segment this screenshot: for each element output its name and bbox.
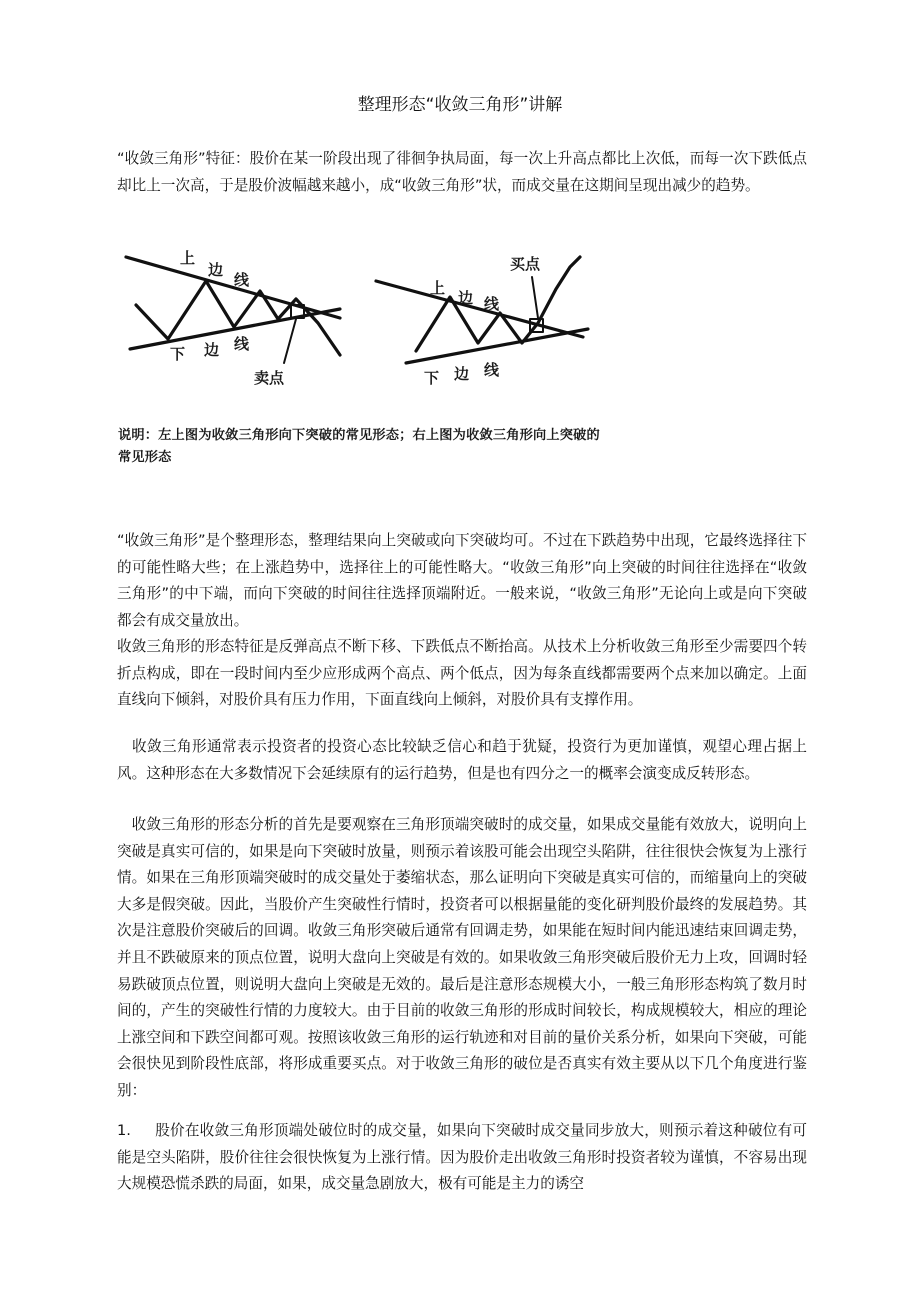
paragraph-1: “收敛三角形”是个整理形态，整理结果向上突破或向下突破均可。不过在下跌趋势中出现，它最终选择往下的可能性略大些；在上涨趋势中，选择往上的可能性略大。“收敛三角形”向上突破的时间往往选择在“收敛三角形”的中下端，而向下突破的时间往往选择顶端附近。一般来说，“收敛三角形”无论向上或是向下突破都会有成交量放出。: [117, 532, 807, 629]
left-lower-label-1: 下: [170, 345, 186, 363]
list-item-text: 股价在收敛三角形顶端处破位时的成交量，如果向下突破时成交量同步放大，则预示着这种破位有可能是空头陷阱，股价往往会很快恢复为上涨行情。因为股价走出收敛三角形时投资者较为谨慎，不容易出现大规模恐慌杀跌的局面，如果，成交量急剧放大，极有可能是主力的诱空: [117, 1122, 807, 1193]
figure-caption: 说明：左上图为收敛三角形向下突破的常见形态；右上图为收敛三角形向上突破的常见形态: [118, 428, 600, 465]
right-upper-label-3: 线: [484, 295, 500, 313]
right-upper-label-2: 边: [458, 289, 474, 307]
paragraph-2: 收敛三角形的形态特征是反弹高点不断下移、下跌低点不断抬高。从技术上分析收敛三角形至少需要四个转折点构成，即在一段时间内至少应形成两个高点、两个低点，因为每条直线都需要两个点来加以确定。上面直线向下倾斜，对股价具有压力作用，下面直线向上倾斜，对股价具有支撑作用。: [117, 638, 807, 709]
left-upper-label-2: 边: [208, 261, 224, 279]
list-item-1: [117, 1118, 807, 1198]
paragraph-4: 收敛三角形的形态分析的首先是要观察在三角形顶端突破时的成交量，如果成交量能有效放大，说明向上突破是真实可信的，如果是向下突破时放量，则预示着该股可能会出现空头陷阱，往往很快会恢复为上涨行情。如果在三角形顶端突破时的成交量处于萎缩状态，那么证明向下突破是真实可信的，而缩量向上的突破大多是假突破。因此，当股价产生突破性行情时，投资者可以根据量能的变化研判股价最终的发展趋势。其次是注意股价突破后的回调。收敛三角形突破后通常有回调走势，如果能在短时间内能迅速结束回调走势，并且不跌破原来的顶点位置，说明大盘向上突破是有效的。如果收敛三角形突破后股价无力上攻，回调时轻易跌破顶点位置，则说明大盘向上突破是无效的。最后是注意形态规模大小，一般三角形形态构筑了数月时间的，产生的突破性行情的力度较大。由于目前的收敛三角形的形成时间较长，构成规模较大，相应的理论上涨空间和下跌空间都可观。按照该收敛三角形的运行轨迹和对目前的量价关系分析，如果向下突破，可能会很快见到阶段性底部，将形成重要买点。对于收敛三角形的破位是否真实有效主要从以下几个角度进行鉴别：: [117, 816, 807, 1099]
left-sell-pointer: [284, 319, 296, 363]
left-lower-label-2: 边: [204, 341, 220, 359]
right-buy-pointer: [532, 277, 538, 318]
paragraph-3: 收敛三角形通常表示投资者的投资心态比较缺乏信心和趋于犹疑，投资行为更加谨慎，观望心理占据上风。这种形态在大多数情况下会延续原有的运行趋势，但是也有四分之一的概率会演变成反转形态。: [117, 738, 807, 782]
page-title: 整理形态“收敛三角形”讲解: [357, 95, 563, 115]
left-upper-label-3: 线: [234, 271, 250, 289]
right-lower-label-2: 边: [454, 365, 470, 383]
list-item-number: 1.: [117, 1122, 131, 1139]
left-lower-label-3: 线: [234, 335, 250, 353]
sell-point-label: 卖点: [254, 369, 285, 387]
intro-paragraph: “收敛三角形”特征：股价在某一阶段出现了徘徊争执局面，每一次上升高点都比上次低，而每一次下跌低点却比上一次高，于是股价波幅越来越小，成“收敛三角形”状，而成交量在这期间呈现出减少的趋势。: [117, 150, 807, 194]
left-upper-line: [126, 257, 340, 318]
right-upper-label-1: 上: [430, 279, 446, 297]
buy-point-label: 买点: [510, 255, 541, 273]
right-lower-line: [406, 329, 588, 363]
right-upper-line: [376, 281, 583, 337]
right-lower-label-1: 下: [424, 369, 440, 387]
right-lower-label-3: 线: [484, 361, 500, 379]
left-upper-label-1: 上: [180, 249, 196, 267]
triangle-figure: [118, 243, 608, 475]
